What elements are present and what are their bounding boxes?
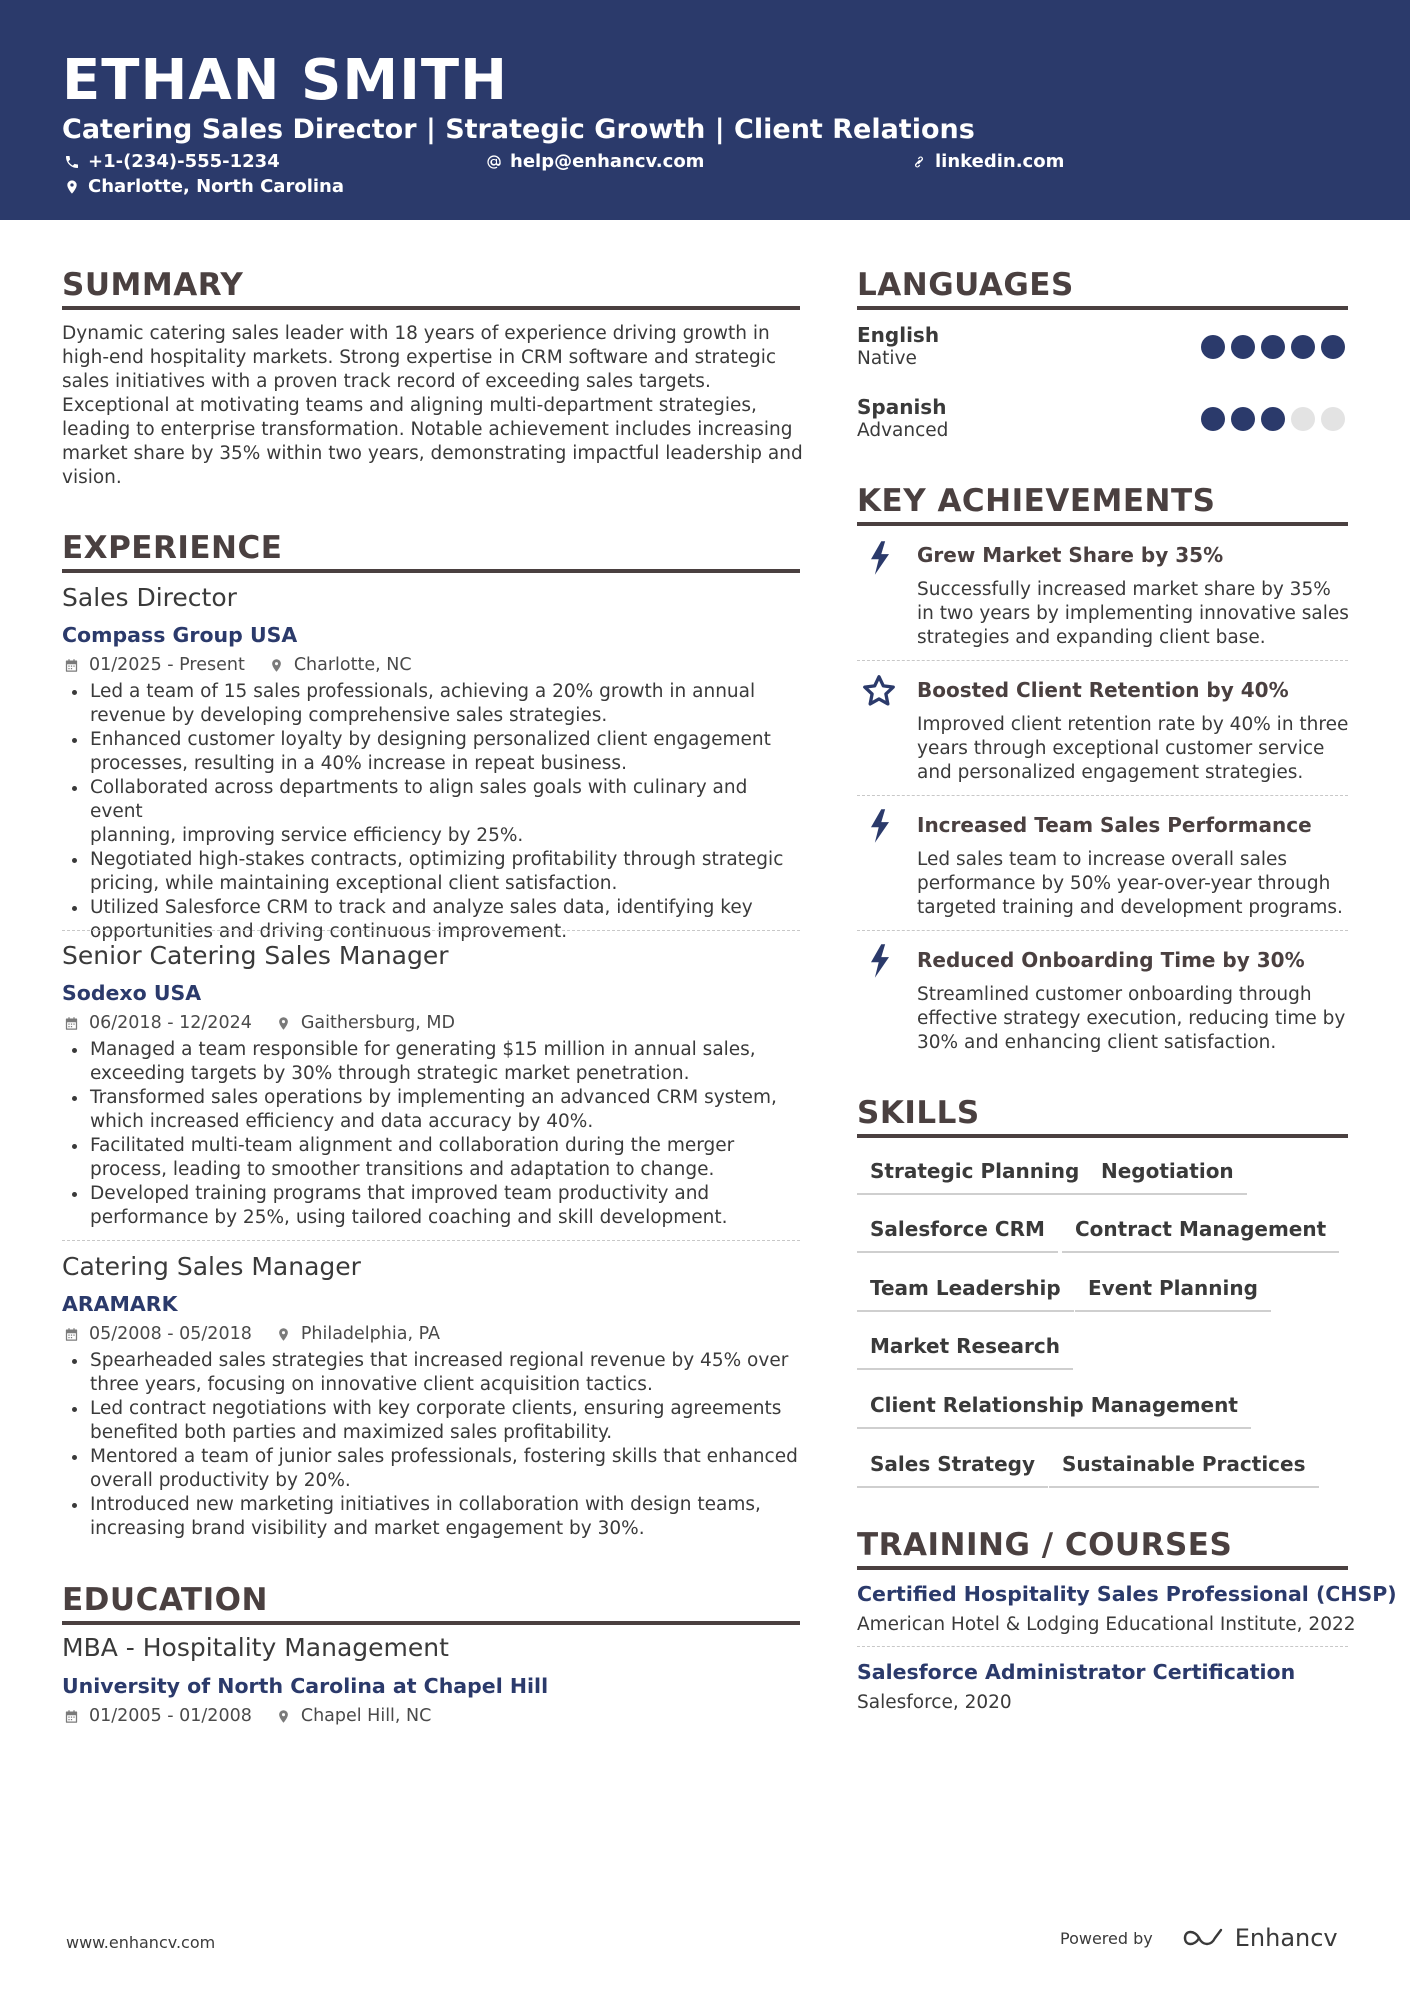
achievement-title: Increased Team Sales Performance	[917, 813, 1312, 837]
skill-tag: Client Relationship Management	[857, 1391, 1251, 1429]
email-text: help@enhancv.com	[510, 151, 705, 172]
course-organization: Salesforce, 2020	[857, 1692, 1012, 1713]
calendar-icon	[64, 1709, 79, 1724]
rating-dot-filled	[1231, 407, 1255, 431]
company-name: Compass Group USA	[62, 623, 298, 647]
education-dates: 01/2005 - 01/2008	[89, 1706, 252, 1726]
job-dates: 05/2008 - 05/2018	[89, 1324, 252, 1344]
job-location: Gaithersburg, MD	[300, 1013, 455, 1033]
location-contact	[64, 175, 344, 199]
education-rule	[62, 1621, 800, 1625]
job-meta	[64, 653, 412, 677]
job-meta	[64, 1322, 440, 1346]
phone-icon	[64, 154, 80, 170]
skill-tag: Team Leadership	[857, 1274, 1074, 1312]
location-pin-icon	[276, 1709, 291, 1724]
bullet-item: Enhanced customer loyalty by designing personalized client engagement processes, resulting in a 40% increase in repeat business.	[62, 728, 802, 776]
experience-rule	[62, 569, 800, 573]
rating-dot-filled	[1321, 335, 1345, 359]
skill-tag: Event Planning	[1075, 1274, 1271, 1312]
achievement-divider	[857, 930, 1348, 931]
rating-dot-filled	[1201, 407, 1225, 431]
bullet-item: Spearheaded sales strategies that increased regional revenue by 45% over three years, focusing on innovative client acquisition tactics.	[62, 1349, 802, 1397]
experience-heading: EXPERIENCE	[62, 530, 283, 566]
skill-tag: Sustainable Practices	[1049, 1450, 1319, 1488]
training-rule	[857, 1566, 1348, 1570]
at-icon	[486, 154, 502, 170]
bullet-item: Led contract negotiations with key corporate clients, ensuring agreements benefited both parties and maximized sales profitability.	[62, 1397, 802, 1445]
calendar-icon	[64, 1327, 79, 1342]
company-name: ARAMARK	[62, 1292, 178, 1316]
job-divider	[62, 1240, 800, 1241]
summary-line: vision.	[62, 467, 122, 488]
summary-line: leading to enterprise transformation. Notable achievement includes increasing	[62, 419, 793, 440]
course-divider	[857, 1646, 1348, 1647]
course-organization: American Hotel & Lodging Educational Institute, 2022	[857, 1614, 1356, 1635]
course-title: Salesforce Administrator Certification	[857, 1660, 1296, 1684]
degree-title: MBA - Hospitality Management	[62, 1633, 449, 1662]
education-heading: EDUCATION	[62, 1582, 268, 1618]
rating-dot-empty	[1321, 407, 1345, 431]
bullet-item: Facilitated multi-team alignment and collaboration during the merger process, leading to smoother transitions and adaptation to change.	[62, 1134, 802, 1182]
powered-by-label: Powered by	[1060, 1928, 1153, 1948]
job-title: Sales Director	[62, 583, 237, 612]
phone-contact[interactable]	[64, 150, 280, 174]
skill-tag: Sales Strategy	[857, 1450, 1048, 1488]
job-bullets	[62, 1038, 802, 1230]
location-pin-icon	[276, 1327, 291, 1342]
enhancv-logo[interactable]	[1181, 1924, 1338, 1952]
summary-heading: SUMMARY	[62, 267, 244, 303]
skill-tag: Strategic Planning	[857, 1157, 1092, 1195]
school-name: University of North Carolina at Chapel Hill	[62, 1674, 549, 1698]
lightning-icon	[864, 808, 896, 844]
achievements-heading: KEY ACHIEVEMENTS	[857, 483, 1216, 519]
bullet-item: Introduced new marketing initiatives in collaboration with design teams, increasing brand visibility and market engagement by 30%.	[62, 1493, 802, 1541]
linkedin-contact[interactable]	[911, 150, 1064, 174]
job-location: Charlotte, NC	[293, 655, 412, 675]
candidate-title: Catering Sales Director | Strategic Growth | Client Relations	[62, 114, 975, 145]
location-pin-icon	[276, 1016, 291, 1031]
footer-branding	[1060, 1924, 1338, 1952]
language-level: Advanced	[857, 420, 949, 441]
bullet-item: Developed training programs that improved team productivity and performance by 25%, using tailored coaching and skill development.	[62, 1182, 802, 1230]
achievements-rule	[857, 522, 1348, 526]
resume-header	[0, 0, 1410, 220]
calendar-icon	[64, 658, 79, 673]
achievement-title: Reduced Onboarding Time by 30%	[917, 948, 1305, 972]
bullet-item: Led a team of 15 sales professionals, achieving a 20% growth in annual revenue by developing comprehensive sales strategies.	[62, 680, 802, 728]
job-meta	[64, 1011, 455, 1035]
location-pin-icon	[64, 179, 80, 195]
rating-dot-filled	[1261, 335, 1285, 359]
bullet-item: Collaborated across departments to align sales goals with culinary and event planning, improving service efficiency by 25%.	[62, 776, 802, 848]
bullet-item: Negotiated high-stakes contracts, optimizing profitability through strategic pricing, while maintaining exceptional client satisfaction.	[62, 848, 802, 896]
achievement-description: Streamlined customer onboarding through effective strategy execution, reducing time by 30% and enhancing client satisfaction.	[917, 984, 1346, 1053]
achievement-description: Led sales team to increase overall sales performance by 50% year-over-year through targeted training and development programs.	[917, 849, 1343, 918]
languages-rule	[857, 306, 1348, 310]
skill-tag: Contract Management	[1062, 1215, 1339, 1253]
job-dates: 01/2025 - Present	[89, 655, 245, 675]
training-heading: TRAINING / COURSES	[857, 1527, 1233, 1563]
language-rating	[1201, 407, 1345, 431]
job-bullets	[62, 1349, 802, 1541]
skill-tag: Salesforce CRM	[857, 1215, 1058, 1253]
achievement-title: Boosted Client Retention by 40%	[917, 678, 1289, 702]
location-text: Charlotte, North Carolina	[88, 176, 344, 197]
linkedin-text: linkedin.com	[935, 151, 1065, 172]
footer-website[interactable]: www.enhancv.com	[66, 1933, 216, 1952]
course-title: Certified Hospitality Sales Professional (CHSP)	[857, 1582, 1397, 1606]
lightning-icon	[864, 540, 896, 576]
calendar-icon	[64, 1016, 79, 1031]
job-divider	[62, 930, 800, 931]
link-icon	[911, 154, 927, 170]
job-title: Senior Catering Sales Manager	[62, 941, 449, 970]
bullet-item: Managed a team responsible for generating $15 million in annual sales, exceeding targets by 30% through strategic market penetration.	[62, 1038, 802, 1086]
bullet-item: Transformed sales operations by implementing an advanced CRM system, which increased efficiency and data accuracy by 40%.	[62, 1086, 802, 1134]
rating-dot-filled	[1201, 335, 1225, 359]
bullet-item: Utilized Salesforce CRM to track and analyze sales data, identifying key opportunities and driving continuous improvement.	[62, 896, 802, 944]
education-location: Chapel Hill, NC	[300, 1706, 432, 1726]
phone-text: +1-(234)-555-1234	[88, 151, 280, 172]
rating-dot-filled	[1291, 335, 1315, 359]
summary-line: Dynamic catering sales leader with 18 years of experience driving growth in	[62, 323, 770, 344]
summary-rule	[62, 306, 800, 310]
skills-heading: SKILLS	[857, 1095, 980, 1131]
education-meta	[64, 1704, 431, 1728]
summary-text	[62, 322, 803, 490]
rating-dot-filled	[1261, 407, 1285, 431]
rating-dot-filled	[1231, 335, 1255, 359]
bullet-item: Mentored a team of junior sales professionals, fostering skills that enhanced overall productivity by 20%.	[62, 1445, 802, 1493]
summary-line: Exceptional at motivating teams and aligning multi-department strategies,	[62, 395, 757, 416]
company-name: Sodexo USA	[62, 981, 202, 1005]
summary-line: high-end hospitality markets. Strong expertise in CRM software and strategic	[62, 347, 777, 368]
job-location: Philadelphia, PA	[300, 1324, 440, 1344]
language-level: Native	[857, 348, 917, 369]
summary-line: market share by 35% within two years, demonstrating impactful leadership and	[62, 443, 803, 464]
achievement-description: Successfully increased market share by 35% in two years by implementing innovative sales strategies and expanding client base.	[917, 579, 1349, 648]
brand-name: Enhancv	[1234, 1924, 1338, 1952]
job-bullets	[62, 680, 802, 944]
achievement-divider	[857, 795, 1348, 796]
job-title: Catering Sales Manager	[62, 1252, 361, 1281]
job-dates: 06/2018 - 12/2024	[89, 1013, 252, 1033]
summary-line: sales initiatives with a proven track record of exceeding sales targets.	[62, 371, 711, 392]
achievement-description: Improved client retention rate by 40% in three years through exceptional customer service and personalized engagement strategies.	[917, 714, 1349, 783]
candidate-name: ETHAN SMITH	[62, 48, 508, 113]
languages-heading: LANGUAGES	[857, 267, 1074, 303]
lightning-icon	[864, 943, 896, 979]
email-contact[interactable]	[486, 150, 704, 174]
language-rating	[1201, 335, 1345, 359]
location-pin-icon	[269, 658, 284, 673]
achievement-title: Grew Market Share by 35%	[917, 543, 1224, 567]
rating-dot-empty	[1291, 407, 1315, 431]
language-name: Spanish	[857, 395, 947, 419]
skills-rule	[857, 1134, 1348, 1138]
enhancv-logo-icon	[1181, 1926, 1227, 1950]
star-icon	[861, 673, 897, 709]
skill-tag: Market Research	[857, 1332, 1073, 1370]
language-name: English	[857, 323, 940, 347]
achievement-divider	[857, 660, 1348, 661]
skill-tag: Negotiation	[1088, 1157, 1247, 1195]
